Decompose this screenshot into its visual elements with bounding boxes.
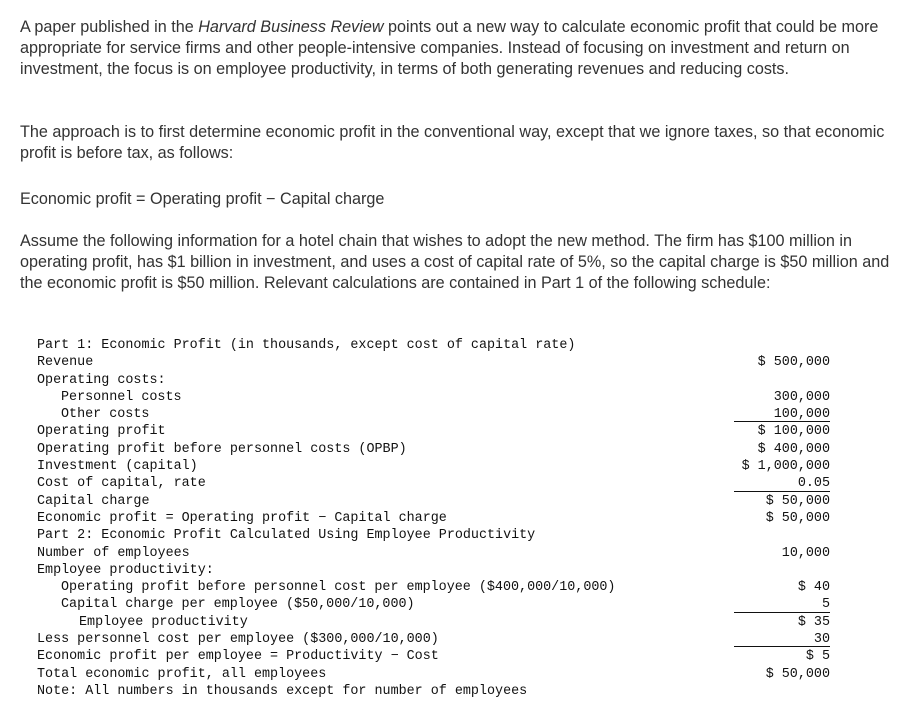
row-label: Operating profit [37, 424, 166, 440]
row-label: Operating profit before personnel costs (OPBP) [37, 441, 407, 457]
row-value: $ 50,000 [765, 510, 830, 526]
row-label: Part 1: Economic Profit (in thousands, except cost of capital rate) [37, 338, 576, 353]
row-label: Less personnel cost per employee ($300,000/10,000) [37, 632, 439, 648]
row-value: 0.05 [734, 475, 830, 491]
schedule-row [37, 631, 837, 648]
row-value: $ 400,000 [757, 441, 830, 457]
row-label: Economic profit = Operating profit − Capital charge [37, 510, 447, 526]
formula-line: Economic profit = Operating profit − Capital charge [20, 190, 385, 208]
row-value: $ 500,000 [757, 355, 830, 371]
schedule-row [37, 579, 837, 596]
economic-profit-schedule [37, 337, 837, 700]
row-value: $ 50,000 [765, 666, 830, 682]
schedule-row [37, 683, 837, 700]
row-label: Operating profit before personnel cost per employee ($400,000/10,000) [61, 580, 616, 596]
intro-paragraph-1 [20, 17, 900, 80]
schedule-row [37, 510, 837, 527]
row-value: $ 50,000 [765, 493, 830, 509]
row-label: Economic profit per employee = Productivity − Cost [37, 649, 439, 665]
row-value: $ 35 [797, 614, 830, 630]
row-label: Operating costs: [37, 372, 166, 388]
row-label: Cost of capital, rate [37, 476, 206, 492]
schedule-row [37, 562, 837, 579]
row-label: Investment (capital) [37, 459, 198, 475]
row-label: Employee productivity: [37, 562, 214, 578]
row-label: Employee productivity [79, 614, 248, 630]
intro-paragraph-2: The approach is to first determine economic profit in the conventional way, except that we ignore taxes, so that economic profit is before tax, as follows: [20, 123, 885, 162]
row-value: $ 1,000,000 [741, 459, 830, 475]
schedule-row [37, 458, 837, 475]
schedule-row [37, 545, 837, 562]
schedule-row [37, 527, 837, 544]
row-value: $ 100,000 [757, 424, 830, 440]
schedule-row [37, 614, 837, 631]
row-label: Part 2: Economic Profit Calculated Using Employee Productivity [37, 528, 536, 544]
row-value: 300,000 [773, 389, 830, 405]
schedule-row [37, 441, 837, 458]
row-value: 100,000 [734, 406, 830, 422]
row-label: Total economic profit, all employees [37, 666, 327, 682]
intro-text-pre: A paper published in the [20, 18, 199, 36]
row-value: 5 [734, 596, 830, 612]
schedule-row [37, 666, 837, 683]
schedule-row [37, 596, 837, 613]
schedule-row [37, 406, 837, 423]
row-value: 10,000 [781, 545, 830, 561]
row-label: Capital charge per employee ($50,000/10,000) [61, 597, 415, 613]
row-label: Revenue [37, 355, 94, 371]
schedule-row [37, 475, 837, 492]
intro-paragraph-3: Assume the following information for a hotel chain that wishes to adopt the new method. The firm has $100 million in operating profit, has $1 billion in investment, and uses a cost of capital rate of 5%, so the capital charge is $50 million and the economic profit is $50 million. Relevant calculations are contained in Part 1 of the following schedule: [20, 232, 890, 292]
row-label: Capital charge [37, 493, 150, 509]
schedule-row [37, 354, 837, 371]
schedule-row [37, 423, 837, 440]
schedule-row [37, 389, 837, 406]
journal-name: Harvard Business Review [198, 18, 384, 36]
schedule-row [37, 372, 837, 389]
schedule-row [37, 337, 837, 354]
row-value: $ 5 [805, 649, 830, 665]
schedule-row [37, 648, 837, 665]
row-label: Personnel costs [61, 389, 182, 405]
row-label: Other costs [61, 407, 150, 423]
row-label: Note: All numbers in thousands except for number of employees [37, 683, 528, 699]
row-label: Number of employees [37, 545, 190, 561]
intro-text-post: points out a new way to calculate economic profit that could be more appropriate for service firms and other people-intensive companies. Instead of focusing on investment and return on investment, the focus is on employee productivity, in terms of both generating revenues and reducing costs. [20, 18, 879, 78]
row-value: 30 [734, 631, 830, 647]
schedule-row [37, 493, 837, 510]
row-value: $ 40 [797, 580, 830, 596]
